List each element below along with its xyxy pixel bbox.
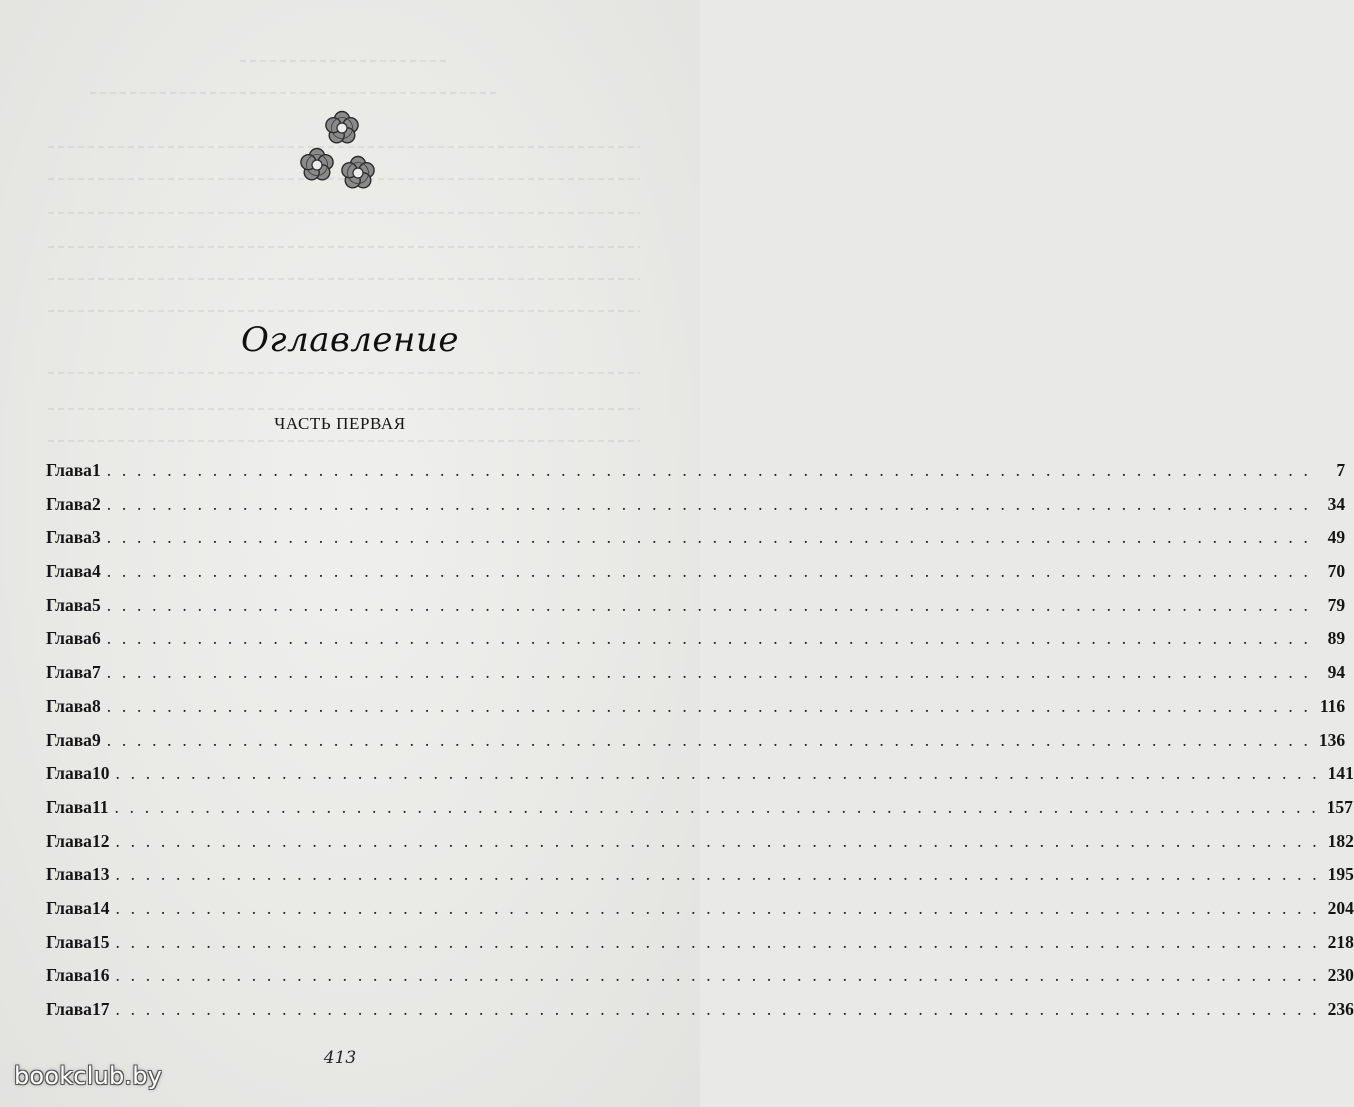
chapter-page-number: 79 [1327, 594, 1346, 615]
chapter-page-number: 204 [1327, 897, 1354, 918]
chapter-number: 12 [91, 830, 110, 851]
part-title: ЧАСТЬ ПЕРВАЯ [274, 414, 406, 433]
toc-entry [46, 729, 1346, 764]
chapter-label: Глава [46, 662, 92, 683]
toc-entry [46, 830, 1354, 865]
dot-leader: . . . . . . . . . . . . . . . . . . . . . . . . . . . . . . . . . . . . . . . . . . . . . . . . . . . . . . . . . . . . . . . . . . . . . . . . . . . . . . . . [106, 594, 1312, 615]
show-through-line [48, 278, 640, 280]
chapter-page-number: 218 [1327, 931, 1354, 952]
chapter-label: Глава [46, 628, 92, 649]
dot-leader: . . . . . . . . . . . . . . . . . . . . . . . . . . . . . . . . . . . . . . . . . . . . . . . . . . . . . . . . . . . . . . . . . . . . . . . . . . . . . . . . [115, 830, 1320, 851]
toc-entry [46, 561, 1346, 595]
chapter-number: 17 [91, 999, 110, 1019]
chapter-page-number: 141 [1327, 763, 1354, 784]
chapter-number: 1 [91, 460, 101, 480]
toc-entry [46, 493, 1346, 528]
toc-entry [46, 763, 1354, 797]
chapter-label: Глава [46, 965, 92, 986]
chapter-page-number: 236 [1327, 999, 1354, 1019]
chapter-number: 8 [91, 695, 101, 716]
table-of-contents [46, 460, 1354, 1033]
show-through-line [48, 310, 640, 312]
watermark-logo: bookclub.by [14, 1062, 163, 1090]
dot-leader: . . . . . . . . . . . . . . . . . . . . . . . . . . . . . . . . . . . . . . . . . . . . . . . . . . . . . . . . . . . . . . . . . . . . . . . . . . . . . . . . [106, 527, 1312, 548]
chapter-page-number: 230 [1327, 965, 1354, 986]
show-through-line [48, 212, 640, 214]
chapter-label: Глава [46, 493, 92, 514]
show-through-line [90, 92, 500, 94]
chapter-label: Глава [46, 999, 92, 1019]
chapter-page-number: 49 [1327, 527, 1346, 548]
dot-leader: . . . . . . . . . . . . . . . . . . . . . . . . . . . . . . . . . . . . . . . . . . . . . . . . . . . . . . . . . . . . . . . . . . . . . . . . . . . . . . . . [115, 864, 1320, 885]
chapter-number: 2 [91, 493, 101, 514]
dot-leader: . . . . . . . . . . . . . . . . . . . . . . . . . . . . . . . . . . . . . . . . . . . . . . . . . . . . . . . . . . . . . . . . . . . . . . . . . . . . . . . . [115, 965, 1320, 986]
chapter-number: 13 [91, 864, 110, 885]
flower-ornament-icon [292, 100, 392, 200]
toc-entry [46, 999, 1354, 1033]
toc-entry [46, 628, 1346, 662]
page-number: 413 [323, 1048, 357, 1068]
toc-heading: Оглавление [241, 320, 459, 360]
chapter-page-number: 89 [1327, 628, 1346, 649]
chapter-number: 7 [91, 662, 101, 683]
chapter-number: 10 [91, 763, 110, 784]
dot-leader: . . . . . . . . . . . . . . . . . . . . . . . . . . . . . . . . . . . . . . . . . . . . . . . . . . . . . . . . . . . . . . . . . . . . . . . . . . . . . . . . [114, 796, 1319, 817]
chapter-page-number: 195 [1327, 864, 1354, 885]
dot-leader: . . . . . . . . . . . . . . . . . . . . . . . . . . . . . . . . . . . . . . . . . . . . . . . . . . . . . . . . . . . . . . . . . . . . . . . . . . . . . . . . [106, 460, 1312, 480]
show-through-line [48, 246, 640, 248]
dot-leader: . . . . . . . . . . . . . . . . . . . . . . . . . . . . . . . . . . . . . . . . . . . . . . . . . . . . . . . . . . . . . . . . . . . . . . . . . . . . . . . . [106, 493, 1312, 514]
chapter-page-number: 70 [1327, 561, 1346, 582]
chapter-label: Глава [46, 527, 92, 548]
chapter-number: 16 [91, 965, 110, 986]
chapter-number: 3 [91, 527, 101, 548]
chapter-label: Глава [46, 695, 92, 716]
toc-entry [46, 662, 1346, 696]
chapter-label: Глава [46, 830, 92, 851]
chapter-label: Глава [46, 594, 92, 615]
dot-leader: . . . . . . . . . . . . . . . . . . . . . . . . . . . . . . . . . . . . . . . . . . . . . . . . . . . . . . . . . . . . . . . . . . . . . . . . . . . . . . . . [106, 561, 1312, 582]
chapter-number: 6 [91, 628, 101, 649]
dot-leader: . . . . . . . . . . . . . . . . . . . . . . . . . . . . . . . . . . . . . . . . . . . . . . . . . . . . . . . . . . . . . . . . . . . . . . . . . . . . . . . . [115, 763, 1320, 784]
chapter-number: 15 [91, 931, 110, 952]
dot-leader: . . . . . . . . . . . . . . . . . . . . . . . . . . . . . . . . . . . . . . . . . . . . . . . . . . . . . . . . . . . . . . . . . . . . . . . . . . . . . . . . [115, 999, 1320, 1019]
toc-entry [46, 527, 1346, 561]
dot-leader: . . . . . . . . . . . . . . . . . . . . . . . . . . . . . . . . . . . . . . . . . . . . . . . . . . . . . . . . . . . . . . . . . . . . . . . . . . . . . . . . [106, 695, 1312, 716]
show-through-line [48, 408, 640, 410]
dot-leader: . . . . . . . . . . . . . . . . . . . . . . . . . . . . . . . . . . . . . . . . . . . . . . . . . . . . . . . . . . . . . . . . . . . . . . . . . . . . . . . . [106, 628, 1312, 649]
chapter-page-number: 7 [1336, 460, 1346, 480]
toc-entry [46, 931, 1354, 966]
chapter-label: Глава [46, 561, 92, 582]
toc-entry [46, 594, 1346, 629]
chapter-label: Глава [46, 460, 92, 480]
chapter-number: 4 [91, 561, 101, 582]
chapter-label: Глава [46, 796, 92, 817]
toc-entry [46, 796, 1353, 831]
chapter-label: Глава [46, 763, 92, 784]
chapter-page-number: 157 [1326, 796, 1353, 817]
chapter-number: 9 [91, 729, 101, 750]
chapter-number: 11 [91, 796, 109, 817]
chapter-label: Глава [46, 729, 92, 750]
toc-entry [46, 864, 1354, 898]
toc-entry [46, 460, 1346, 494]
chapter-number: 5 [91, 594, 101, 615]
chapter-page-number: 136 [1318, 729, 1346, 750]
chapter-label: Глава [46, 931, 92, 952]
chapter-page-number: 182 [1327, 830, 1354, 851]
toc-entry [46, 897, 1354, 932]
show-through-line [240, 60, 450, 62]
dot-leader: . . . . . . . . . . . . . . . . . . . . . . . . . . . . . . . . . . . . . . . . . . . . . . . . . . . . . . . . . . . . . . . . . . . . . . . . . . . . . . . . [106, 662, 1312, 683]
show-through-line [48, 372, 640, 374]
chapter-page-number: 116 [1319, 695, 1346, 716]
show-through-line [48, 440, 640, 442]
toc-entry [46, 695, 1346, 730]
dot-leader: . . . . . . . . . . . . . . . . . . . . . . . . . . . . . . . . . . . . . . . . . . . . . . . . . . . . . . . . . . . . . . . . . . . . . . . . . . . . . . . . [106, 729, 1312, 750]
chapter-number: 14 [91, 897, 110, 918]
dot-leader: . . . . . . . . . . . . . . . . . . . . . . . . . . . . . . . . . . . . . . . . . . . . . . . . . . . . . . . . . . . . . . . . . . . . . . . . . . . . . . . . [115, 931, 1320, 952]
toc-entry [46, 965, 1354, 999]
chapter-label: Глава [46, 864, 92, 885]
chapter-page-number: 34 [1327, 493, 1346, 514]
chapter-label: Глава [46, 897, 92, 918]
dot-leader: . . . . . . . . . . . . . . . . . . . . . . . . . . . . . . . . . . . . . . . . . . . . . . . . . . . . . . . . . . . . . . . . . . . . . . . . . . . . . . . . [115, 897, 1320, 918]
chapter-page-number: 94 [1327, 662, 1346, 683]
